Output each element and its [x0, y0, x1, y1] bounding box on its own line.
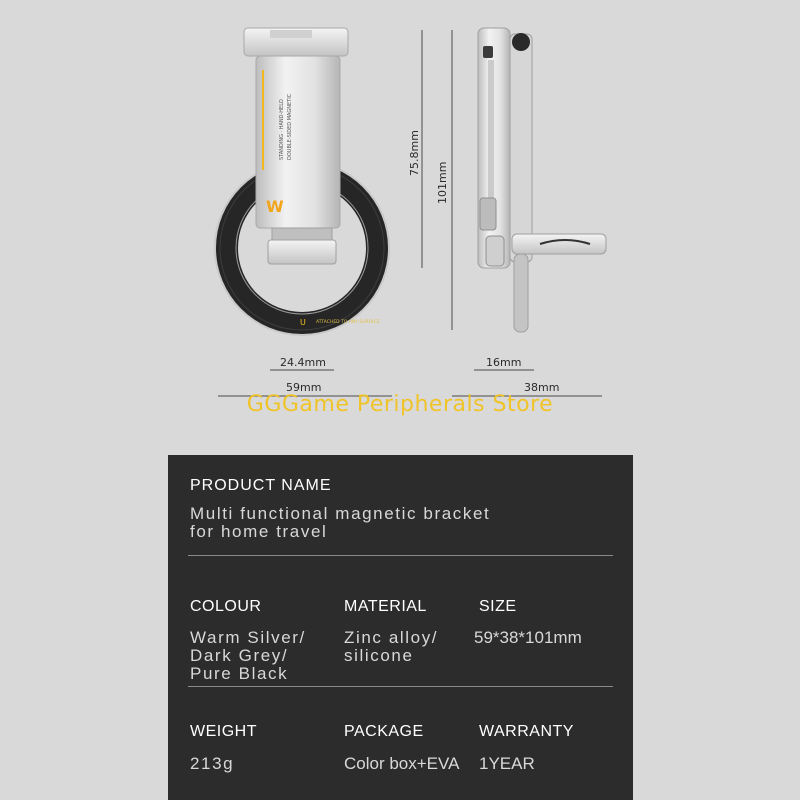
svg-text:STANDING · HAND-HELD: STANDING · HAND-HELD	[279, 99, 285, 160]
ring-text: ATTACHED TO ANY SURFACE	[316, 320, 380, 325]
side-profile	[478, 28, 606, 332]
svg-text:W: W	[266, 197, 284, 216]
outer-depth-label: 38mm	[524, 381, 560, 394]
package-label: PACKAGE	[344, 723, 424, 740]
outer-width-label: 59mm	[286, 381, 322, 394]
store-watermark: GGGame Peripherals Store	[246, 392, 554, 417]
ring-logo: U	[300, 318, 306, 327]
colour-value: Warm Silver/ Dark Grey/ Pure Black	[190, 628, 306, 683]
outer-height-label: 101mm	[436, 161, 449, 204]
divider	[188, 555, 613, 556]
size-value: 59*38*101mm	[474, 628, 582, 647]
inner-depth-label: 16mm	[486, 356, 522, 369]
colour-label: COLOUR	[190, 598, 262, 615]
material-value: Zinc alloy/ silicone	[344, 628, 439, 665]
warranty-label: WARRANTY	[479, 723, 574, 740]
warranty-value: 1YEAR	[479, 754, 535, 773]
inner-width-label: 24.4mm	[280, 356, 326, 369]
product-name-label: PRODUCT NAME	[190, 477, 332, 494]
product-name-value: Multi functional magnetic bracket for home travel	[190, 504, 491, 541]
weight-label: WEIGHT	[190, 723, 257, 740]
divider	[188, 686, 613, 687]
spec-panel	[168, 455, 633, 800]
size-label: SIZE	[479, 598, 517, 615]
front-view	[214, 28, 392, 396]
package-value: Color box+EVA	[344, 754, 460, 773]
material-label: MATERIAL	[344, 598, 427, 615]
svg-text:DOUBLE-SIDED MAGNETIC: DOUBLE-SIDED MAGNETIC	[287, 93, 293, 160]
weight-value: 213g	[190, 754, 235, 773]
inner-height-label: 75.8mm	[408, 130, 421, 176]
side-view	[408, 28, 606, 396]
